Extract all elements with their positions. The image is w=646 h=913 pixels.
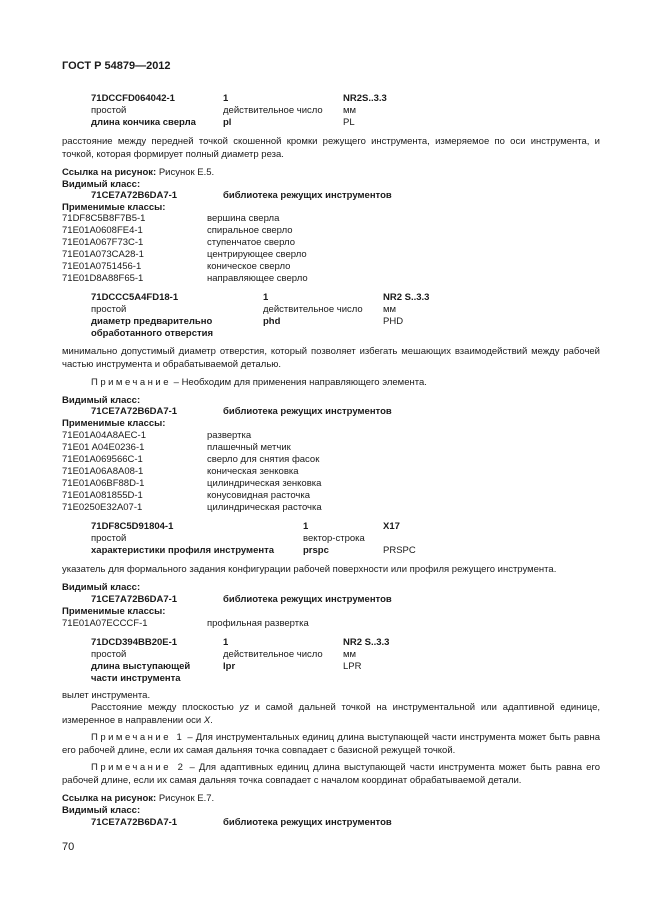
entity-abbreviation: PRSPC — [383, 545, 416, 556]
entity-name: характеристики профиля инструмента — [91, 545, 275, 556]
entity-code: 71DCCFD064042-1 — [91, 93, 175, 104]
class-name: плашечный метчик — [207, 442, 291, 453]
class-code: 71E01D8A88F65-1 — [62, 273, 144, 284]
figure-reference-value: Рисунок E.5. — [158, 167, 215, 178]
class-code: 71E01A0608FE4-1 — [62, 225, 143, 236]
class-name: сверло для снятия фасок — [207, 454, 320, 465]
note-text: – Необходим для применения направляющего элемента. — [173, 377, 427, 388]
entity-symbol: phd — [263, 316, 281, 327]
class-name: развертка — [207, 430, 252, 441]
visible-class-code: 71CE7A72B6DA7-1 — [91, 406, 178, 417]
note — [91, 377, 427, 389]
applicable-classes-label: Применимые классы: — [62, 606, 166, 617]
class-code: 71E01A069566C-1 — [62, 454, 143, 465]
applicable-classes-label: Применимые классы: — [62, 202, 166, 213]
plane-symbol: yz — [239, 702, 249, 713]
entity-symbol: lpr — [223, 661, 236, 672]
class-name: центрирующее сверло — [207, 249, 307, 260]
visible-class-name: библиотека режущих инструментов — [223, 817, 392, 828]
visible-class-code: 71CE7A72B6DA7-1 — [91, 817, 178, 828]
entity-name-continued: части инструмента — [91, 673, 181, 684]
entity-definition: указатель для формального задания конфигурации рабочей поверхности или профиля режущего инструмента. — [62, 564, 557, 575]
paragraph-text: . — [210, 714, 213, 726]
entity-abbreviation: LPR — [343, 661, 362, 672]
entity-definition: вылет инструмента. — [62, 690, 151, 701]
visible-class-label: Видимый класс: — [62, 582, 141, 593]
entity-unit-code: X17 — [383, 521, 400, 532]
paragraph-text: Расстояние между плоскостью — [91, 702, 240, 713]
entity-unit: мм — [383, 304, 397, 315]
visible-class-label: Видимый класс: — [62, 805, 141, 816]
class-name: коническая зенковка — [207, 466, 299, 477]
entity-name: диаметр предварительно — [91, 316, 213, 327]
entity-definition: минимально допустимый диаметр отверстия, который позволяет избегать мешающих взаимодействий между рабочей частью инструмента и обрабатываемой деталью. — [62, 346, 600, 370]
figure-reference-label: Ссылка на рисунок: — [62, 167, 157, 178]
class-code: 71DF8C5B8F7B5-1 — [62, 213, 146, 224]
class-name: профильная развертка — [207, 618, 309, 629]
note-text: – Для адаптивных единиц длина выступающей части инструмента может быть равна его рабочей длине, если их самая дальняя точка совпадает с началом координат обрабатываемой детали. — [62, 762, 600, 786]
entity-name-continued: обработанного отверстия — [91, 328, 214, 339]
figure-reference-label: Ссылка на рисунок: — [62, 793, 157, 804]
page-header: ГОСТ Р 54879—2012 — [62, 60, 171, 72]
note-title: Примечание 1 — [91, 732, 185, 743]
class-name: направляющее сверло — [207, 273, 308, 284]
entity-type: простой — [91, 304, 127, 315]
axis-symbol: X — [203, 714, 211, 726]
note-title: Примечание 2 — [91, 762, 186, 773]
note-title: Примечание — [91, 377, 171, 388]
class-name: конусовидная расточка — [207, 490, 311, 501]
figure-reference — [62, 167, 214, 179]
entity-cardinality: 1 — [223, 93, 229, 104]
entity-unit-code: NR2 S..3.3 — [343, 637, 390, 648]
entity-code: 71DCCC5A4FD18-1 — [91, 292, 179, 303]
class-code: 71E01A081855D-1 — [62, 490, 143, 501]
entity-name: длина выступающей — [91, 661, 191, 672]
class-name: цилиндрическая зенковка — [207, 478, 322, 489]
entity-value-type: вектор-строка — [303, 533, 365, 544]
entity-unit: мм — [343, 649, 357, 660]
class-name: вершина сверла — [207, 213, 280, 224]
class-code: 71E01A073CA28-1 — [62, 249, 144, 260]
visible-class-name: библиотека режущих инструментов — [223, 190, 392, 201]
visible-class-label: Видимый класс: — [62, 179, 141, 190]
entity-value-type: действительное число — [263, 304, 363, 315]
entity-description-paragraph — [62, 702, 600, 727]
entity-type: простой — [91, 533, 127, 544]
note-2 — [62, 762, 600, 787]
visible-class-code: 71CE7A72B6DA7-1 — [91, 594, 178, 605]
entity-value-type: действительное число — [223, 105, 323, 116]
entity-symbol: pl — [223, 117, 232, 128]
applicable-classes-label: Применимые классы: — [62, 418, 166, 429]
class-code: 71E01A07ECCCF-1 — [62, 618, 148, 629]
entity-cardinality: 1 — [223, 637, 229, 648]
note-text: – Для инструментальных единиц длина выступающей части инструмента может быть равна его рабочей длине, если их самая дальняя точка совпадает с базисной режущей точкой. — [62, 732, 600, 756]
entity-definition: расстояние между передней точкой скошенной кромки режущего инструмента, измеряемое по оси инструмента, и точкой, которая формирует полный диаметр реза. — [62, 136, 600, 160]
entity-unit-code: NR2S..3.3 — [343, 93, 387, 104]
page-number: 70 — [62, 841, 75, 853]
class-code: 71E01A04A8AEC-1 — [62, 430, 146, 441]
figure-reference — [62, 793, 214, 805]
class-name: ступенчатое сверло — [207, 237, 295, 248]
class-name: спиральное сверло — [207, 225, 293, 236]
entity-code: 71DF8C5D91804-1 — [91, 521, 174, 532]
entity-cardinality: 1 — [263, 292, 269, 303]
visible-class-name: библиотека режущих инструментов — [223, 406, 392, 417]
paragraph-text: и самой дальней точкой на инструментальной или адаптивной единице, измеренное в направлении оси — [62, 702, 600, 726]
entity-name: длина кончика сверла — [91, 117, 196, 128]
entity-value-type: действительное число — [223, 649, 323, 660]
class-code: 71E01A0751456-1 — [62, 261, 142, 272]
entity-code: 71DCD394BB20E-1 — [91, 637, 178, 648]
entity-type: простой — [91, 649, 127, 660]
class-name: цилиндрическая расточка — [207, 502, 322, 513]
entity-symbol: prspc — [303, 545, 329, 556]
note-1 — [62, 732, 600, 757]
visible-class-label: Видимый класс: — [62, 395, 141, 406]
class-code: 71E0250E32A07-1 — [62, 502, 143, 513]
entity-type: простой — [91, 105, 127, 116]
class-code: 71E01A06BF88D-1 — [62, 478, 145, 489]
visible-class-name: библиотека режущих инструментов — [223, 594, 392, 605]
class-code: 71E01A067F73C-1 — [62, 237, 144, 248]
entity-unit: мм — [343, 105, 357, 116]
entity-abbreviation: PHD — [383, 316, 404, 327]
visible-class-code: 71CE7A72B6DA7-1 — [91, 190, 178, 201]
class-name: коническое сверло — [207, 261, 291, 272]
class-code: 71E01A06A8A08-1 — [62, 466, 144, 477]
class-code: 71E01 A04E0236-1 — [62, 442, 145, 453]
entity-cardinality: 1 — [303, 521, 309, 532]
entity-unit-code: NR2 S..3.3 — [383, 292, 430, 303]
entity-abbreviation: PL — [343, 117, 355, 128]
figure-reference-value: Рисунок E.7. — [158, 793, 215, 804]
